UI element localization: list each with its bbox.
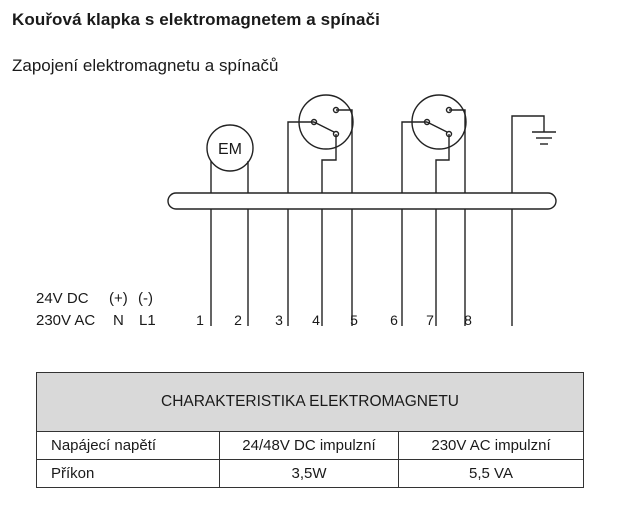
page-subtitle: Zapojení elektromagnetu a spínačů: [12, 56, 279, 75]
spec-table: [36, 372, 584, 488]
terminal-5: 5: [350, 312, 358, 328]
row-value-ac: 230V AC impulzní: [399, 432, 584, 460]
terminal-4: 4: [312, 312, 320, 328]
row-label: Příkon: [37, 460, 220, 488]
spec-table-header-row: [37, 373, 584, 432]
spec-table-header: CHARAKTERISTIKA ELEKTROMAGNETU: [37, 373, 584, 432]
supply-dc-label: 24V DC: [36, 290, 89, 307]
table-row: [37, 432, 584, 460]
row-value-dc: 3,5W: [220, 460, 399, 488]
page-title: Kouřová klapka s elektromagnetem a spínači: [12, 10, 380, 29]
terminal-3: 3: [275, 312, 283, 328]
supply-ac-n: N: [113, 312, 124, 329]
em-label: EM: [218, 141, 242, 158]
supply-dc-plus: (+): [109, 290, 128, 307]
terminal-6: 6: [390, 312, 398, 328]
supply-ac-label: 230V AC: [36, 312, 96, 329]
row-value-dc: 24/48V DC impulzní: [220, 432, 399, 460]
cable-bundle-icon: [168, 193, 556, 209]
terminal-1: 1: [196, 312, 204, 328]
ground-icon: [512, 116, 556, 326]
supply-ac-l1: L1: [139, 312, 156, 329]
supply-dc-minus: (-): [138, 290, 153, 307]
terminal-8: 8: [464, 312, 472, 328]
row-value-ac: 5,5 VA: [399, 460, 584, 488]
terminal-2: 2: [234, 312, 242, 328]
row-label: Napájecí napětí: [37, 432, 220, 460]
terminal-7: 7: [426, 312, 434, 328]
table-row: [37, 460, 584, 488]
